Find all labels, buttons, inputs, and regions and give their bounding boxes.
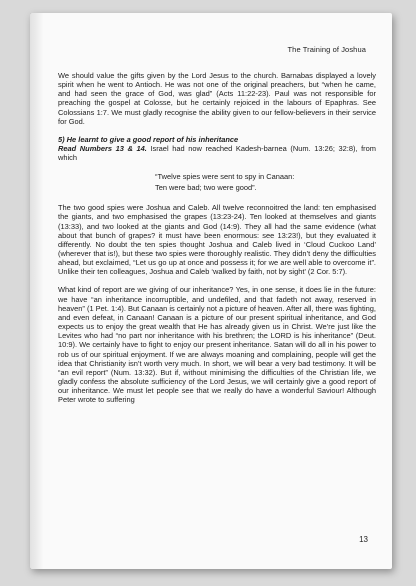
page-gutter-shadow [30,13,44,569]
section-heading [58,135,376,162]
paragraph-inheritance-report: What kind of report are we giving of our inheritance? Yes, in one sense, it does lie in the future: we have “an inheritance incorruptible, and undefiled, and that fadeth not away, reserved in heaven” (1 Pet. 1:4). But Canaan is certainly not a picture of heaven. After all, there was fighting, and even defeat, in Canaan! Canaan is a picture of our present spiritual inheritance, and God expects us to enjoy the great wealth that He has already given us in Christ. We’re just like the Levites who had “no part nor inheritance with his brethren; the LORD is his inheritance” (Deut. 10:9). We certainly have to fight to enjoy our present inheritance. Satan will do all in his power to rob us of our spiritual enjoyment. If we are always moaning and complaining, people will get the idea that Christianity isn’t worth very much. In short, we will bear a very bad testimony. It will be “an evil report” (Num. 13:32). But if, without minimising the difficulties of the Christian life, we gladly confess the absolute sufficiency of the Lord Jesus, we will certainly give a good report of our inheritance. We must let people see that we really do have a wonderful Saviour! Although Peter wrote to suffering [58,285,376,405]
section-heading-text: 5) He learnt to give a good report of his inheritance [58,134,239,144]
running-head: The Training of Joshua [287,45,366,54]
paragraph-gifts: We should value the gifts given by the Lord Jesus to the church. Barnabas displayed a lovely spirit when he went to Antioch. He was not one of the original preachers, but “when he came, and had seen the grace of God, was glad” (Acts 11:22-23). Paul was not responsible for preaching the gospel at Colosse, but he certainly rejoiced in the labours of Epaphras. See Colossians 1:7. We must gladly recognise the ability given to our fellow-believers in their service for God. [58,71,376,126]
quote-line-1: “Twelve spies were sent to spy in Canaan: [155,172,295,182]
read-reference: Read Numbers 13 & 14. [58,144,147,154]
page-content [58,71,376,414]
page-number: 13 [359,535,368,544]
spies-quote [155,172,376,193]
paragraph-two-spies: The two good spies were Joshua and Caleb. All twelve reconnoitred the land: ten emphasised the giants, and two emphasised the grapes (13:23-24). Ten looked at themselves and giants (13:33), and two looked at the giants and God (14:9). They all had the same evidence (what about that bunch of grapes? it must have been enormous: see 13:23!), but they evaluated it differently. No doubt the ten spies thought Joshua and Caleb lived in ‘Cloud Cuckoo Land’ (wherever that is!), but these two spies were thoroughly realistic. They didn’t deny the difficulties ahead, but exclaimed, “Let us go up at once and possess it; for we are well able to overcome it”. Unlike their ten colleagues, Joshua and Caleb ‘walked by faith, not by sight’ (2 Cor. 5:7). [58,203,376,277]
book-page [30,13,392,569]
quote-line-2: Ten were bad; two were good”. [155,182,257,192]
read-intro-text: Israel had now reached Kadesh-barnea (Num. 13:26; 32:8), from which [58,144,376,163]
